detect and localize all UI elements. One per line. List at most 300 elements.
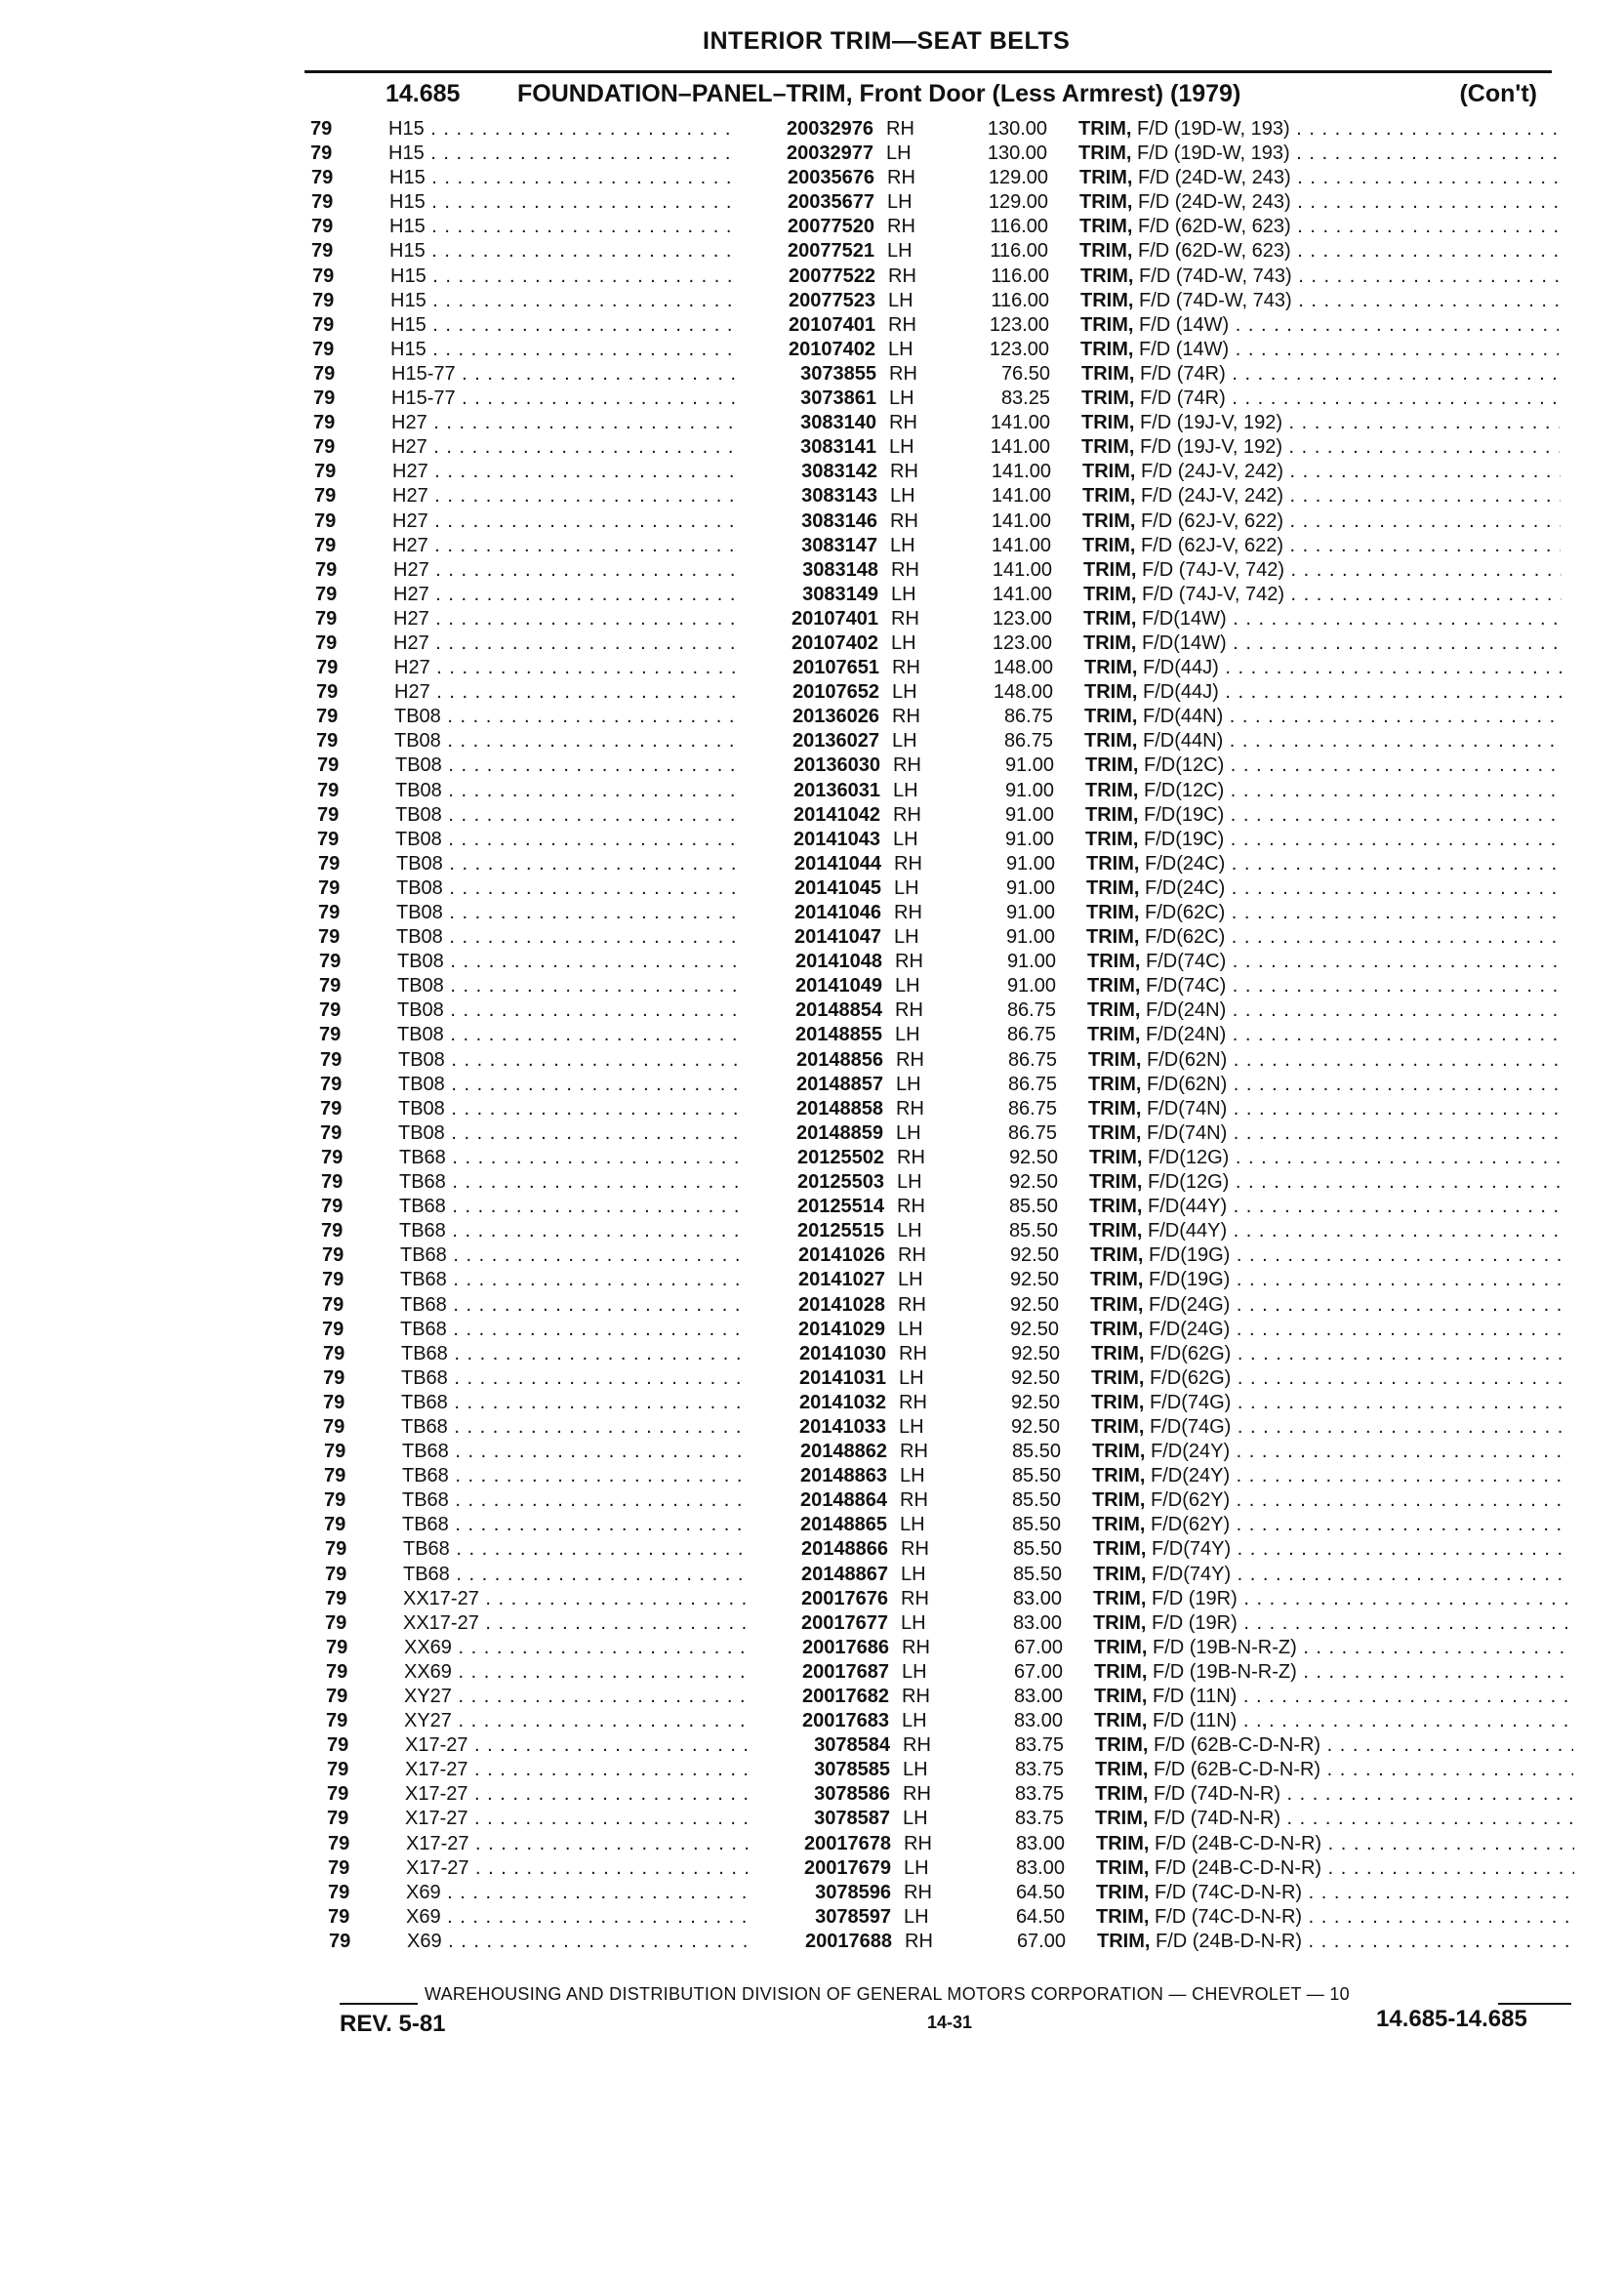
part-number-cell: 3083147: [801, 534, 877, 556]
description-text: F/D (19B-N-R-Z): [1153, 1660, 1297, 1683]
year-cell: 79: [311, 216, 334, 238]
code-cell: H27 . . .: [393, 631, 740, 656]
side-cell: LH: [902, 1710, 927, 1732]
side-cell: LH: [894, 876, 919, 899]
part-number-cell: 20148864: [800, 1489, 887, 1512]
list-item: [0, 1537, 1624, 1562]
list-item: [0, 1930, 1624, 1954]
code-cell: H15 . . .: [390, 265, 737, 289]
trim-label: TRIM,: [1081, 436, 1135, 459]
year-cell: 79: [322, 1269, 345, 1291]
part-number-cell: 20148858: [796, 1097, 883, 1120]
code-cell: X17-27 . . .: [405, 1807, 751, 1831]
description-text: F/D (74D-N-R): [1154, 1808, 1280, 1830]
year-cell: 79: [325, 1538, 347, 1561]
description-text: F/D(24Y): [1151, 1465, 1231, 1487]
side-cell: LH: [897, 1220, 922, 1242]
description-text: F/D (24B-C-D-N-R): [1155, 1832, 1322, 1854]
code-cell: TB68 . . .: [399, 1195, 746, 1219]
list-item: [0, 1758, 1624, 1782]
side-cell: RH: [887, 167, 915, 189]
description-cell: [1091, 1366, 1569, 1391]
year-cell: 79: [320, 1048, 343, 1071]
year-cell: 79: [315, 631, 338, 654]
part-number-cell: 20017683: [802, 1710, 889, 1732]
year-cell: 79: [319, 999, 342, 1022]
description-cell: [1085, 753, 1563, 778]
part-number-cell: 20141045: [794, 876, 881, 899]
code-cell: XY27 . . .: [404, 1685, 751, 1709]
price-cell: 92.50: [1008, 1171, 1058, 1194]
side-cell: RH: [888, 313, 916, 336]
price-cell: 83.00: [1015, 1856, 1065, 1879]
code-cell: TB08 . . .: [395, 779, 742, 803]
side-cell: RH: [896, 1048, 924, 1071]
year-cell: 79: [326, 1686, 348, 1707]
description-cell: [1084, 656, 1563, 680]
part-number-cell: 3078596: [815, 1881, 891, 1903]
code-cell: TB68 . . .: [401, 1342, 748, 1366]
code-cell: TB08 . . .: [397, 1023, 744, 1047]
part-number-cell: 20017688: [805, 1930, 892, 1952]
trim-label: TRIM,: [1096, 1856, 1150, 1879]
year-cell: 79: [326, 1710, 348, 1732]
list-item: [0, 1488, 1624, 1513]
price-cell: 85.50: [1011, 1441, 1061, 1463]
description-cell: [1080, 313, 1559, 338]
trim-label: TRIM,: [1085, 803, 1139, 826]
price-cell: 123.00: [992, 631, 1052, 654]
code-cell: XY27 . . .: [404, 1709, 751, 1733]
code-cell: H27 . . .: [394, 656, 741, 680]
price-cell: 83.00: [1013, 1686, 1063, 1707]
list-item: [0, 387, 1624, 411]
side-cell: RH: [899, 1391, 927, 1413]
description-text: F/D(14W): [1142, 607, 1227, 630]
list-item: [0, 362, 1624, 387]
description-text: F/D (24B-D-N-R): [1156, 1930, 1302, 1952]
code-cell: X17-27 . . .: [406, 1832, 752, 1856]
list-item: [0, 435, 1624, 460]
description-text: F/D (11N): [1153, 1686, 1238, 1707]
description-text: F/D (24B-C-D-N-R): [1155, 1856, 1322, 1879]
side-cell: RH: [902, 1636, 930, 1658]
price-cell: 86.75: [1006, 1024, 1056, 1046]
description-cell: [1085, 803, 1563, 828]
side-cell: RH: [893, 754, 921, 777]
code-cell: H27 . . .: [392, 509, 739, 534]
description-text: F/D (62J-V, 622): [1141, 534, 1283, 556]
part-number-cell: 20141033: [799, 1415, 886, 1438]
price-cell: 83.75: [1014, 1734, 1064, 1757]
side-cell: LH: [904, 1856, 929, 1879]
code-cell: TB68 . . .: [402, 1464, 749, 1488]
description-text: F/D(74G): [1150, 1391, 1232, 1413]
description-cell: [1085, 828, 1563, 852]
description-cell: [1081, 435, 1560, 460]
description-cell: [1090, 1318, 1568, 1342]
year-cell: 79: [328, 1832, 350, 1854]
price-cell: 91.00: [1006, 975, 1056, 998]
trim-label: TRIM,: [1096, 1832, 1150, 1854]
code-cell: H27 . . .: [393, 583, 740, 607]
part-number-cell: 20017686: [802, 1636, 889, 1658]
description-text: F/D (19B-N-R-Z): [1153, 1636, 1297, 1658]
description-text: F/D (74J-V, 742): [1142, 583, 1284, 605]
side-cell: LH: [888, 338, 914, 360]
description-text: F/D (19J-V, 192): [1140, 436, 1282, 459]
side-cell: LH: [895, 975, 920, 998]
trim-label: TRIM,: [1090, 1318, 1144, 1340]
list-item: [0, 190, 1624, 215]
trim-label: TRIM,: [1084, 681, 1138, 704]
trim-label: TRIM,: [1091, 1342, 1145, 1364]
part-number-cell: 20148856: [796, 1048, 883, 1071]
trim-label: TRIM,: [1096, 1905, 1150, 1928]
description-text: F/D (14W): [1139, 313, 1230, 336]
year-cell: 79: [315, 607, 338, 630]
list-item: [0, 656, 1624, 680]
list-item: [0, 1366, 1624, 1391]
code-cell: X17-27 . . .: [405, 1758, 751, 1782]
code-cell: TB68 . . .: [400, 1268, 747, 1292]
year-cell: 79: [313, 436, 336, 459]
code-cell: H15 . . .: [389, 239, 736, 264]
part-number-cell: 20032977: [787, 142, 873, 165]
part-number-cell: 3073861: [800, 387, 876, 410]
list-item: [0, 338, 1624, 362]
price-cell: 141.00: [990, 412, 1050, 434]
description-text: F/D(44J): [1143, 657, 1219, 679]
trim-label: TRIM,: [1083, 583, 1137, 605]
code-cell: H15-77 . . .: [391, 362, 738, 387]
price-cell: 76.50: [1000, 362, 1050, 385]
price-cell: 83.75: [1014, 1759, 1064, 1781]
part-number-cell: 20125502: [797, 1146, 884, 1168]
description-text: F/D (74D-W, 743): [1139, 265, 1292, 287]
list-item: [0, 1073, 1624, 1097]
side-cell: LH: [889, 436, 914, 459]
price-cell: 92.50: [1009, 1318, 1059, 1340]
part-number-cell: 20136026: [792, 706, 879, 728]
code-cell: XX69 . . .: [404, 1660, 751, 1685]
description-cell: [1079, 215, 1558, 239]
part-number-cell: 20141032: [799, 1391, 886, 1413]
part-number-cell: 20017677: [801, 1611, 888, 1634]
code-cell: H27 . . .: [394, 680, 741, 705]
list-item: [0, 142, 1624, 166]
code-cell: TB68 . . .: [399, 1170, 746, 1195]
part-number-cell: 3078584: [814, 1734, 890, 1757]
description-text: F/D (74D-N-R): [1154, 1783, 1280, 1806]
year-cell: 79: [322, 1293, 345, 1316]
description-cell: [1080, 338, 1559, 362]
trim-label: TRIM,: [1086, 852, 1140, 875]
part-number-cell: 20017682: [802, 1686, 889, 1707]
part-number-cell: 20125503: [797, 1171, 884, 1194]
side-cell: LH: [893, 779, 918, 801]
code-cell: X17-27 . . .: [405, 1782, 751, 1807]
part-number-cell: 3073855: [800, 362, 876, 385]
description-cell: [1094, 1685, 1572, 1709]
description-text: F/D(44Y): [1148, 1196, 1228, 1218]
trim-label: TRIM,: [1095, 1734, 1149, 1757]
price-cell: 83.75: [1014, 1783, 1064, 1806]
description-cell: [1092, 1440, 1570, 1464]
year-cell: 79: [322, 1318, 345, 1340]
year-cell: 79: [319, 951, 342, 973]
description-text: F/D(24Y): [1151, 1441, 1231, 1463]
description-text: F/D (62J-V, 622): [1141, 509, 1283, 532]
description-text: F/D (14W): [1139, 338, 1230, 360]
year-cell: 79: [322, 1244, 345, 1267]
code-cell: H27 . . .: [392, 460, 739, 484]
description-cell: [1087, 950, 1565, 974]
year-cell: 79: [315, 558, 338, 581]
part-number-cell: 20032976: [787, 118, 873, 140]
description-cell: [1096, 1881, 1574, 1905]
part-number-cell: 20017676: [801, 1587, 888, 1609]
list-item: [0, 998, 1624, 1023]
list-item: [0, 901, 1624, 925]
side-cell: RH: [902, 1686, 930, 1707]
price-cell: 148.00: [993, 657, 1053, 679]
side-cell: RH: [904, 1881, 932, 1903]
description-text: F/D(62G): [1150, 1342, 1232, 1364]
year-cell: 79: [324, 1441, 346, 1463]
trim-label: TRIM,: [1078, 118, 1132, 140]
year-cell: 79: [316, 681, 339, 704]
code-cell: TB08 . . .: [395, 828, 742, 852]
price-cell: 85.50: [1011, 1489, 1061, 1512]
trim-label: TRIM,: [1089, 1171, 1143, 1194]
part-number-cell: 20107651: [792, 657, 879, 679]
part-number-cell: 20141027: [798, 1269, 885, 1291]
code-cell: TB08 . . .: [396, 925, 743, 950]
side-cell: RH: [895, 951, 923, 973]
description-cell: [1088, 1097, 1566, 1121]
year-cell: 79: [318, 902, 341, 923]
description-text: F/D(74G): [1150, 1415, 1232, 1438]
trim-label: TRIM,: [1094, 1686, 1148, 1707]
year-cell: 79: [310, 142, 333, 165]
list-item: [0, 974, 1624, 998]
part-number-cell: 20141029: [798, 1318, 885, 1340]
trim-label: TRIM,: [1085, 828, 1139, 850]
list-item: [0, 1733, 1624, 1758]
side-cell: RH: [898, 1244, 926, 1267]
description-cell: [1095, 1758, 1573, 1782]
code-cell: H15 . . .: [389, 215, 736, 239]
description-text: F/D(62C): [1145, 926, 1226, 949]
year-cell: 79: [328, 1905, 350, 1928]
trim-label: TRIM,: [1095, 1759, 1149, 1781]
part-number-cell: 20141031: [799, 1366, 886, 1389]
trim-label: TRIM,: [1089, 1220, 1143, 1242]
trim-label: TRIM,: [1091, 1366, 1145, 1389]
description-cell: [1081, 411, 1560, 435]
trim-label: TRIM,: [1092, 1489, 1146, 1512]
year-cell: 79: [317, 779, 340, 801]
description-cell: [1089, 1195, 1567, 1219]
year-cell: 79: [323, 1366, 345, 1389]
code-cell: X17-27 . . .: [406, 1856, 752, 1881]
list-item: [0, 289, 1624, 313]
side-cell: LH: [886, 142, 912, 165]
year-cell: 79: [324, 1514, 346, 1536]
description-text: F/D(74Y): [1152, 1563, 1232, 1585]
side-cell: RH: [892, 657, 920, 679]
price-cell: 86.75: [1007, 1097, 1057, 1120]
part-number-cell: 3083142: [801, 461, 877, 483]
part-number-cell: 20077522: [789, 265, 875, 287]
part-number-cell: 20148855: [795, 1024, 882, 1046]
description-text: F/D(12C): [1144, 754, 1225, 777]
trim-label: TRIM,: [1087, 975, 1141, 998]
year-cell: 79: [323, 1391, 345, 1413]
trim-label: TRIM,: [1084, 730, 1138, 753]
price-cell: 92.50: [1009, 1244, 1059, 1267]
side-cell: LH: [887, 191, 913, 214]
code-cell: TB68 . . .: [402, 1440, 749, 1464]
price-cell: 141.00: [992, 558, 1052, 581]
price-cell: 92.50: [1010, 1415, 1060, 1438]
description-cell: [1093, 1563, 1571, 1587]
code-cell: TB08 . . .: [397, 974, 744, 998]
list-item: [0, 1611, 1624, 1636]
list-item: [0, 1685, 1624, 1709]
trim-label: TRIM,: [1079, 240, 1133, 263]
list-item: [0, 705, 1624, 729]
description-text: F/D(44J): [1143, 681, 1219, 704]
code-cell: TB68 . . .: [402, 1488, 749, 1513]
section-range: 14.685-14.685: [1376, 2006, 1527, 2032]
year-cell: 79: [325, 1563, 347, 1585]
trim-label: TRIM,: [1086, 926, 1140, 949]
side-cell: LH: [891, 631, 916, 654]
description-cell: [1092, 1488, 1570, 1513]
trim-label: TRIM,: [1094, 1710, 1148, 1732]
revision-label: REV. 5-81: [340, 2011, 446, 2037]
side-cell: LH: [901, 1563, 926, 1585]
description-text: F/D(12G): [1148, 1171, 1230, 1194]
price-cell: 130.00: [987, 118, 1047, 140]
year-cell: 79: [310, 118, 333, 140]
part-number-cell: 20035676: [788, 167, 874, 189]
description-text: F/D (19R): [1152, 1611, 1238, 1634]
list-item: [0, 1782, 1624, 1807]
description-cell: [1088, 1048, 1566, 1073]
list-item: [0, 1342, 1624, 1366]
code-cell: H27 . . .: [391, 411, 738, 435]
list-item: [0, 803, 1624, 828]
side-cell: LH: [889, 387, 914, 410]
year-cell: 79: [321, 1196, 344, 1218]
part-number-cell: 20136030: [793, 754, 880, 777]
code-cell: H15 . . .: [389, 190, 736, 215]
price-cell: 67.00: [1016, 1930, 1066, 1952]
description-text: F/D (24D-W, 243): [1138, 191, 1291, 214]
list-item: [0, 265, 1624, 289]
page-header: INTERIOR TRIM—SEAT BELTS: [703, 27, 1071, 55]
side-cell: RH: [900, 1489, 928, 1512]
trim-label: TRIM,: [1089, 1196, 1143, 1218]
part-number-cell: 20141049: [795, 975, 882, 998]
price-cell: 141.00: [991, 461, 1051, 483]
year-cell: 79: [311, 167, 334, 189]
footer-rule-left: [340, 2003, 418, 2005]
list-item: [0, 950, 1624, 974]
part-number-cell: 20077520: [788, 216, 874, 238]
list-item: [0, 1881, 1624, 1905]
list-item: [0, 460, 1624, 484]
description-cell: [1089, 1219, 1567, 1243]
part-number-cell: 20125514: [797, 1196, 884, 1218]
year-cell: 79: [326, 1660, 348, 1683]
price-cell: 116.00: [991, 289, 1049, 311]
part-number-cell: 20017687: [802, 1660, 889, 1683]
description-text: F/D (19D-W, 193): [1137, 142, 1290, 165]
description-cell: [1078, 142, 1557, 166]
year-cell: 79: [311, 191, 334, 214]
side-cell: LH: [896, 1121, 921, 1144]
description-cell: [1087, 1023, 1565, 1047]
list-item: [0, 1464, 1624, 1488]
list-item: [0, 1415, 1624, 1440]
part-number-cell: 20148863: [800, 1465, 887, 1487]
price-cell: 83.25: [1000, 387, 1050, 410]
price-cell: 85.50: [1012, 1563, 1062, 1585]
price-cell: 123.00: [989, 313, 1049, 336]
code-cell: H15 . . .: [390, 338, 737, 362]
description-text: F/D(74Y): [1152, 1538, 1232, 1561]
price-cell: 91.00: [1004, 754, 1054, 777]
list-item: [0, 1146, 1624, 1170]
year-cell: 79: [318, 852, 341, 875]
year-cell: 79: [318, 876, 341, 899]
side-cell: RH: [904, 1832, 932, 1854]
code-cell: TB68 . . .: [403, 1537, 750, 1562]
side-cell: RH: [901, 1587, 929, 1609]
price-cell: 91.00: [1006, 951, 1056, 973]
side-cell: LH: [899, 1366, 924, 1389]
year-cell: 79: [312, 265, 335, 287]
side-cell: LH: [887, 240, 913, 263]
price-cell: 83.00: [1013, 1710, 1063, 1732]
year-cell: 79: [320, 1073, 343, 1095]
section-heading: [386, 80, 1537, 113]
description-text: F/D (62D-W, 623): [1138, 240, 1291, 263]
code-cell: TB08 . . .: [395, 803, 742, 828]
description-text: F/D(74N): [1147, 1121, 1228, 1144]
trim-label: TRIM,: [1083, 558, 1137, 581]
trim-label: TRIM,: [1086, 902, 1140, 923]
trim-label: TRIM,: [1093, 1611, 1147, 1634]
price-cell: 116.00: [991, 265, 1049, 287]
description-cell: [1091, 1342, 1569, 1366]
year-cell: 79: [313, 412, 336, 434]
price-cell: 85.50: [1012, 1538, 1062, 1561]
side-cell: RH: [890, 461, 918, 483]
description-cell: [1084, 680, 1563, 705]
description-cell: [1094, 1636, 1572, 1660]
description-cell: [1092, 1464, 1570, 1488]
code-cell: X69 . . .: [406, 1881, 752, 1905]
side-cell: LH: [902, 1660, 927, 1683]
year-cell: 79: [314, 461, 337, 483]
trim-label: TRIM,: [1080, 289, 1134, 311]
side-cell: LH: [896, 1073, 921, 1095]
